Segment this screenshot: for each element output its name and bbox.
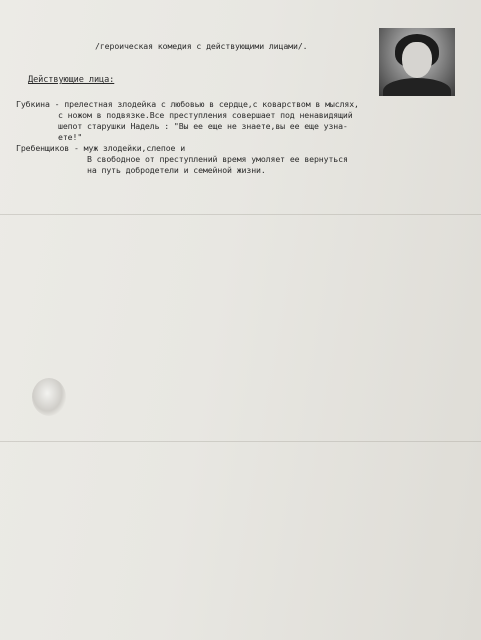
text-line: В свободное от преступлений время умоляет ее вернуться	[87, 154, 348, 164]
paper-crease	[0, 441, 481, 442]
paper-crease	[0, 214, 481, 215]
text-line: с ножом в подвязке.Все преступления совершает под ненавидящий	[58, 110, 353, 120]
cast-heading: Действующие лица:	[28, 75, 115, 85]
text-line: на путь добродетели и семейной жизни.	[87, 165, 266, 175]
stain	[32, 378, 66, 416]
text-line: Губкина - прелестная злодейка с любовью в сердце,с коварством в мыслях,	[16, 99, 359, 109]
text-line: шепот старушки Надель : "Вы ее еще не знаете,вы ее еще узна-	[58, 121, 348, 131]
text-line: Гребенщиков - муж злодейки,слепое и	[16, 143, 186, 153]
text-line: ете!"	[58, 132, 83, 142]
portrait-photo	[379, 28, 455, 96]
document-subtitle: /героическая комедия с действующими лицами/.	[95, 41, 308, 51]
